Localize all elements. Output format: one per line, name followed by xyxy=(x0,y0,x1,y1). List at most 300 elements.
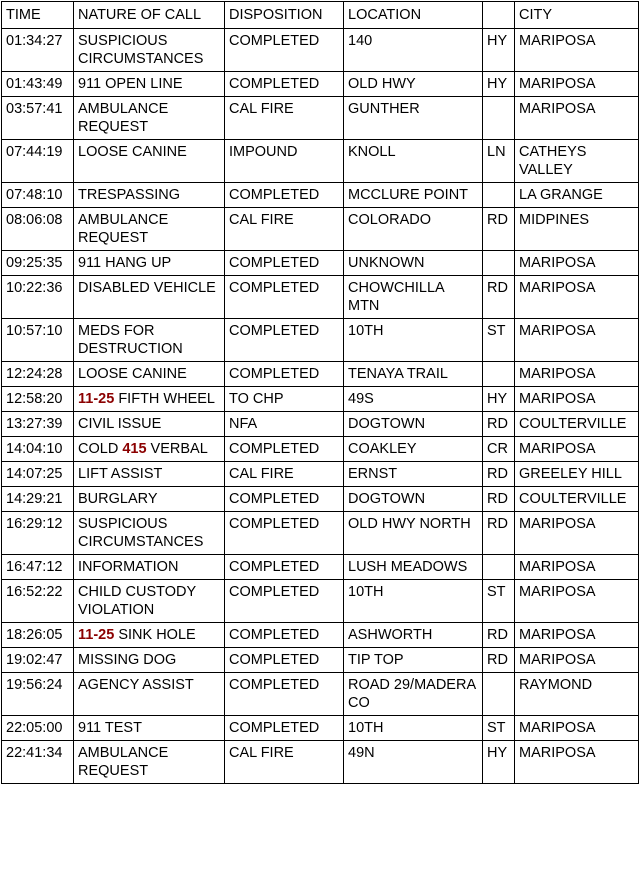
nature-cell xyxy=(74,208,225,251)
nature-cell xyxy=(74,140,225,183)
street-suffix-cell-text: ST xyxy=(487,584,506,600)
nature-text: AMBULANCE REQUEST xyxy=(78,212,169,246)
street-suffix-cell xyxy=(483,251,515,276)
call-log-table xyxy=(1,1,639,784)
city-cell xyxy=(515,648,639,673)
nature-cell xyxy=(74,183,225,208)
street-suffix-cell-text: RD xyxy=(487,466,508,482)
city-cell xyxy=(515,387,639,412)
disposition-cell-text: COMPLETED xyxy=(229,366,320,382)
street-suffix-cell-text: RD xyxy=(487,280,508,296)
location-cell-text: TIP TOP xyxy=(348,652,404,668)
city-cell-text: MARIPOSA xyxy=(519,323,596,339)
nature-cell xyxy=(74,673,225,716)
time-cell xyxy=(2,437,74,462)
location-cell xyxy=(344,623,483,648)
time-cell xyxy=(2,208,74,251)
city-cell-text: MARIPOSA xyxy=(519,559,596,575)
disposition-cell xyxy=(225,140,344,183)
nature-cell xyxy=(74,555,225,580)
street-suffix-cell xyxy=(483,512,515,555)
location-cell xyxy=(344,512,483,555)
street-suffix-cell xyxy=(483,276,515,319)
table-row xyxy=(2,437,639,462)
time-cell-text: 22:41:34 xyxy=(6,745,63,761)
disposition-cell-text: COMPLETED xyxy=(229,33,320,49)
location-cell-text: TENAYA TRAIL xyxy=(348,366,448,382)
location-cell xyxy=(344,183,483,208)
street-suffix-cell-text: HY xyxy=(487,391,508,407)
disposition-cell xyxy=(225,555,344,580)
table-row xyxy=(2,512,639,555)
disposition-cell xyxy=(225,276,344,319)
disposition-cell xyxy=(225,387,344,412)
disposition-cell-text: COMPLETED xyxy=(229,720,320,736)
nature-cell xyxy=(74,580,225,623)
street-suffix-cell xyxy=(483,673,515,716)
time-cell xyxy=(2,741,74,784)
nature-cell xyxy=(74,362,225,387)
street-suffix-cell xyxy=(483,487,515,512)
street-suffix-cell xyxy=(483,623,515,648)
disposition-cell xyxy=(225,251,344,276)
time-cell xyxy=(2,97,74,140)
time-cell xyxy=(2,580,74,623)
nature-cell xyxy=(74,412,225,437)
time-cell xyxy=(2,412,74,437)
location-cell xyxy=(344,741,483,784)
disposition-cell xyxy=(225,362,344,387)
time-cell xyxy=(2,623,74,648)
time-cell-text: 10:22:36 xyxy=(6,280,63,296)
time-cell-text: 09:25:35 xyxy=(6,255,63,271)
header-street-suffix xyxy=(483,2,515,29)
location-cell xyxy=(344,140,483,183)
disposition-cell xyxy=(225,623,344,648)
time-cell-text: 03:57:41 xyxy=(6,101,63,117)
disposition-cell xyxy=(225,183,344,208)
time-cell xyxy=(2,673,74,716)
nature-cell xyxy=(74,462,225,487)
city-cell xyxy=(515,140,639,183)
nature-text: 911 OPEN LINE xyxy=(78,76,183,92)
location-cell xyxy=(344,437,483,462)
city-cell xyxy=(515,183,639,208)
street-suffix-cell-text: ST xyxy=(487,720,506,736)
street-suffix-cell-text: RD xyxy=(487,491,508,507)
disposition-cell-text: NFA xyxy=(229,416,258,432)
location-cell-text: 140 xyxy=(348,33,373,49)
time-cell-text: 16:29:12 xyxy=(6,516,63,532)
city-cell-text: MARIPOSA xyxy=(519,391,596,407)
time-cell xyxy=(2,362,74,387)
nature-text: LOOSE CANINE xyxy=(78,144,187,160)
city-cell-text: MARIPOSA xyxy=(519,101,596,117)
location-cell xyxy=(344,673,483,716)
city-cell-text: MARIPOSA xyxy=(519,280,596,296)
disposition-cell-text: CAL FIRE xyxy=(229,212,294,228)
location-cell xyxy=(344,716,483,741)
location-cell-text: 10TH xyxy=(348,584,384,600)
disposition-cell-text: COMPLETED xyxy=(229,187,320,203)
city-cell xyxy=(515,97,639,140)
time-cell-text: 19:56:24 xyxy=(6,677,63,693)
location-cell xyxy=(344,555,483,580)
time-cell-text: 10:57:10 xyxy=(6,323,63,339)
time-cell-text: 14:04:10 xyxy=(6,441,63,457)
city-cell xyxy=(515,412,639,437)
time-cell xyxy=(2,487,74,512)
time-cell xyxy=(2,183,74,208)
nature-cell xyxy=(74,387,225,412)
street-suffix-cell xyxy=(483,208,515,251)
city-cell xyxy=(515,29,639,72)
time-cell xyxy=(2,387,74,412)
city-cell-text: LA GRANGE xyxy=(519,187,603,203)
city-cell-text: MARIPOSA xyxy=(519,745,596,761)
nature-cell xyxy=(74,97,225,140)
disposition-cell xyxy=(225,648,344,673)
table-row xyxy=(2,673,639,716)
street-suffix-cell xyxy=(483,716,515,741)
table-row xyxy=(2,412,639,437)
disposition-cell-text: COMPLETED xyxy=(229,584,320,600)
table-row xyxy=(2,208,639,251)
nature-text: SINK HOLE xyxy=(114,627,196,643)
location-cell-text: KNOLL xyxy=(348,144,396,160)
disposition-cell xyxy=(225,97,344,140)
nature-cell xyxy=(74,741,225,784)
nature-cell xyxy=(74,716,225,741)
disposition-cell-text: IMPOUND xyxy=(229,144,298,160)
nature-cell xyxy=(74,648,225,673)
disposition-cell xyxy=(225,412,344,437)
street-suffix-cell-text: HY xyxy=(487,745,508,761)
disposition-cell-text: COMPLETED xyxy=(229,652,320,668)
location-cell-text: OLD HWY xyxy=(348,76,416,92)
time-cell-text: 18:26:05 xyxy=(6,627,63,643)
location-cell xyxy=(344,276,483,319)
street-suffix-cell xyxy=(483,140,515,183)
location-cell xyxy=(344,648,483,673)
nature-cell xyxy=(74,512,225,555)
street-suffix-cell-text: ST xyxy=(487,323,506,339)
city-cell-text: MARIPOSA xyxy=(519,627,596,643)
street-suffix-cell-text: RD xyxy=(487,416,508,432)
nature-text: MISSING DOG xyxy=(78,652,177,668)
nature-text: 911 HANG UP xyxy=(78,255,172,271)
street-suffix-cell xyxy=(483,437,515,462)
table-row xyxy=(2,387,639,412)
disposition-cell-text: COMPLETED xyxy=(229,677,320,693)
location-cell-text: DOGTOWN xyxy=(348,416,426,432)
time-cell xyxy=(2,716,74,741)
time-cell xyxy=(2,72,74,97)
location-cell-text: 10TH xyxy=(348,323,384,339)
city-cell-text: MARIPOSA xyxy=(519,76,596,92)
time-cell-text: 16:47:12 xyxy=(6,559,63,575)
table-body xyxy=(2,29,639,784)
street-suffix-cell xyxy=(483,362,515,387)
table-row xyxy=(2,276,639,319)
table-header-row xyxy=(2,2,639,29)
location-cell xyxy=(344,462,483,487)
header-time: TIME xyxy=(2,2,74,29)
street-suffix-cell xyxy=(483,462,515,487)
location-cell-text: COAKLEY xyxy=(348,441,417,457)
city-cell xyxy=(515,462,639,487)
time-cell xyxy=(2,319,74,362)
disposition-cell-text: TO CHP xyxy=(229,391,284,407)
table-row xyxy=(2,487,639,512)
location-cell xyxy=(344,97,483,140)
table-row xyxy=(2,648,639,673)
city-cell-text: RAYMOND xyxy=(519,677,593,693)
table-row xyxy=(2,462,639,487)
disposition-cell xyxy=(225,673,344,716)
city-cell-text: GREELEY HILL xyxy=(519,466,622,482)
location-cell xyxy=(344,362,483,387)
disposition-cell xyxy=(225,72,344,97)
disposition-cell xyxy=(225,487,344,512)
location-cell-text: ROAD 29/MADERA CO xyxy=(348,677,476,711)
city-cell-text: MARIPOSA xyxy=(519,441,596,457)
street-suffix-cell xyxy=(483,412,515,437)
time-cell-text: 12:58:20 xyxy=(6,391,63,407)
header-city: CITY xyxy=(515,2,639,29)
disposition-cell xyxy=(225,319,344,362)
time-cell-text: 12:24:28 xyxy=(6,366,63,382)
table-row xyxy=(2,140,639,183)
nature-cell xyxy=(74,437,225,462)
location-cell xyxy=(344,412,483,437)
time-cell-text: 01:43:49 xyxy=(6,76,63,92)
time-cell xyxy=(2,512,74,555)
disposition-cell-text: CAL FIRE xyxy=(229,466,294,482)
street-suffix-cell xyxy=(483,580,515,623)
disposition-cell-text: COMPLETED xyxy=(229,491,320,507)
location-cell-text: CHOWCHILLA MTN xyxy=(348,280,444,314)
time-cell-text: 07:44:19 xyxy=(6,144,63,160)
disposition-cell xyxy=(225,462,344,487)
table-row xyxy=(2,362,639,387)
nature-text: CHILD CUSTODY VIOLATION xyxy=(78,584,196,618)
location-cell-text: DOGTOWN xyxy=(348,491,426,507)
location-cell-text: ERNST xyxy=(348,466,398,482)
table-row xyxy=(2,580,639,623)
street-suffix-cell xyxy=(483,183,515,208)
disposition-cell xyxy=(225,716,344,741)
disposition-cell-text: COMPLETED xyxy=(229,323,320,339)
street-suffix-cell-text: RD xyxy=(487,212,508,228)
location-cell-text: MCCLURE POINT xyxy=(348,187,469,203)
location-cell-text: 49N xyxy=(348,745,375,761)
header-location: LOCATION xyxy=(344,2,483,29)
location-cell xyxy=(344,251,483,276)
city-cell xyxy=(515,276,639,319)
street-suffix-cell xyxy=(483,741,515,784)
time-cell-text: 13:27:39 xyxy=(6,416,63,432)
city-cell-text: COULTERVILLE xyxy=(519,491,627,507)
city-cell xyxy=(515,580,639,623)
time-cell-text: 14:29:21 xyxy=(6,491,63,507)
disposition-cell-text: CAL FIRE xyxy=(229,745,294,761)
nature-cell xyxy=(74,29,225,72)
city-cell xyxy=(515,437,639,462)
city-cell xyxy=(515,362,639,387)
city-cell-text: MARIPOSA xyxy=(519,720,596,736)
disposition-cell-text: COMPLETED xyxy=(229,255,320,271)
nature-cell xyxy=(74,319,225,362)
street-suffix-cell-text: HY xyxy=(487,33,508,49)
time-cell xyxy=(2,140,74,183)
nature-cell xyxy=(74,251,225,276)
nature-text: MEDS FOR DESTRUCTION xyxy=(78,323,183,357)
call-code: 11-25 xyxy=(78,627,115,643)
disposition-cell-text: COMPLETED xyxy=(229,559,320,575)
nature-text: INFORMATION xyxy=(78,559,179,575)
disposition-cell-text: COMPLETED xyxy=(229,280,320,296)
street-suffix-cell-text: RD xyxy=(487,627,508,643)
location-cell xyxy=(344,387,483,412)
disposition-cell xyxy=(225,512,344,555)
nature-text: SUSPICIOUS CIRCUMSTANCES xyxy=(78,33,204,67)
nature-text: 911 TEST xyxy=(78,720,142,736)
nature-text: AGENCY ASSIST xyxy=(78,677,194,693)
street-suffix-cell xyxy=(483,387,515,412)
time-cell xyxy=(2,648,74,673)
city-cell xyxy=(515,673,639,716)
time-cell-text: 19:02:47 xyxy=(6,652,63,668)
call-code: 11-25 xyxy=(78,391,115,407)
street-suffix-cell xyxy=(483,72,515,97)
time-cell-text: 14:07:25 xyxy=(6,466,63,482)
city-cell-text: MARIPOSA xyxy=(519,255,596,271)
disposition-cell-text: COMPLETED xyxy=(229,516,320,532)
location-cell-text: GUNTHER xyxy=(348,101,420,117)
nature-text: LOOSE CANINE xyxy=(78,366,187,382)
time-cell-text: 07:48:10 xyxy=(6,187,63,203)
disposition-cell-text: CAL FIRE xyxy=(229,101,294,117)
nature-text: AMBULANCE REQUEST xyxy=(78,745,169,779)
disposition-cell-text: COMPLETED xyxy=(229,76,320,92)
time-cell xyxy=(2,251,74,276)
disposition-cell xyxy=(225,741,344,784)
street-suffix-cell xyxy=(483,97,515,140)
city-cell xyxy=(515,208,639,251)
table-row xyxy=(2,319,639,362)
disposition-cell-text: COMPLETED xyxy=(229,441,320,457)
table-row xyxy=(2,29,639,72)
nature-text: DISABLED VEHICLE xyxy=(78,280,216,296)
location-cell xyxy=(344,319,483,362)
location-cell xyxy=(344,487,483,512)
city-cell xyxy=(515,716,639,741)
nature-cell xyxy=(74,276,225,319)
table-row xyxy=(2,97,639,140)
location-cell-text: UNKNOWN xyxy=(348,255,425,271)
location-cell-text: 49S xyxy=(348,391,374,407)
disposition-cell xyxy=(225,437,344,462)
city-cell xyxy=(515,72,639,97)
disposition-cell xyxy=(225,29,344,72)
location-cell-text: COLORADO xyxy=(348,212,431,228)
nature-text: SUSPICIOUS CIRCUMSTANCES xyxy=(78,516,204,550)
header-disposition: DISPOSITION xyxy=(225,2,344,29)
location-cell-text: OLD HWY NORTH xyxy=(348,516,471,532)
street-suffix-cell-text: LN xyxy=(487,144,506,160)
street-suffix-cell-text: CR xyxy=(487,441,508,457)
city-cell-text: MARIPOSA xyxy=(519,584,596,600)
header-nature-of-call: NATURE OF CALL xyxy=(74,2,225,29)
table-row xyxy=(2,716,639,741)
city-cell xyxy=(515,741,639,784)
city-cell-text: MARIPOSA xyxy=(519,366,596,382)
location-cell-text: LUSH MEADOWS xyxy=(348,559,468,575)
nature-cell xyxy=(74,487,225,512)
nature-text: FIFTH WHEEL xyxy=(114,391,215,407)
time-cell-text: 16:52:22 xyxy=(6,584,63,600)
disposition-cell-text: COMPLETED xyxy=(229,627,320,643)
city-cell xyxy=(515,251,639,276)
table-row xyxy=(2,251,639,276)
street-suffix-cell-text: HY xyxy=(487,76,508,92)
disposition-cell xyxy=(225,580,344,623)
table-row xyxy=(2,555,639,580)
street-suffix-cell xyxy=(483,319,515,362)
nature-cell xyxy=(74,72,225,97)
nature-text: LIFT ASSIST xyxy=(78,466,163,482)
city-cell xyxy=(515,319,639,362)
city-cell-text: MIDPINES xyxy=(519,212,590,228)
city-cell xyxy=(515,555,639,580)
location-cell-text: 10TH xyxy=(348,720,384,736)
city-cell-text: MARIPOSA xyxy=(519,516,596,532)
nature-text: CIVIL ISSUE xyxy=(78,416,162,432)
location-cell xyxy=(344,580,483,623)
city-cell-text: CATHEYS VALLEY xyxy=(519,144,587,178)
nature-text: BURGLARY xyxy=(78,491,158,507)
location-cell xyxy=(344,29,483,72)
street-suffix-cell-text: RD xyxy=(487,652,508,668)
time-cell xyxy=(2,276,74,319)
time-cell xyxy=(2,29,74,72)
time-cell-text: 08:06:08 xyxy=(6,212,63,228)
nature-text: TRESPASSING xyxy=(78,187,181,203)
street-suffix-cell xyxy=(483,29,515,72)
location-cell-text: ASHWORTH xyxy=(348,627,433,643)
call-code: 415 xyxy=(122,441,147,457)
disposition-cell xyxy=(225,208,344,251)
table-row xyxy=(2,741,639,784)
city-cell-text: MARIPOSA xyxy=(519,33,596,49)
street-suffix-cell xyxy=(483,555,515,580)
time-cell xyxy=(2,555,74,580)
street-suffix-cell xyxy=(483,648,515,673)
table-row xyxy=(2,72,639,97)
time-cell-text: 22:05:00 xyxy=(6,720,63,736)
city-cell xyxy=(515,623,639,648)
nature-text: AMBULANCE REQUEST xyxy=(78,101,169,135)
time-cell xyxy=(2,462,74,487)
nature-cell xyxy=(74,623,225,648)
street-suffix-cell-text: RD xyxy=(487,516,508,532)
city-cell xyxy=(515,487,639,512)
location-cell xyxy=(344,72,483,97)
table-row xyxy=(2,183,639,208)
location-cell xyxy=(344,208,483,251)
time-cell-text: 01:34:27 xyxy=(6,33,63,49)
